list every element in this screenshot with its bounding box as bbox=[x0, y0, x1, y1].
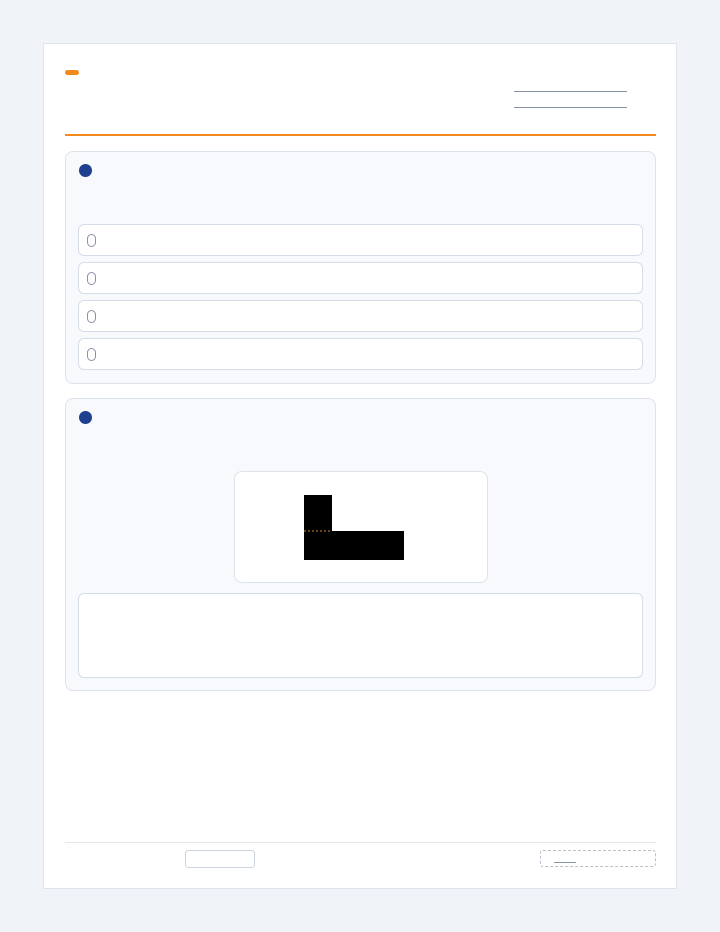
option-a-letter bbox=[87, 234, 96, 247]
date-line[interactable] bbox=[514, 100, 627, 108]
header-divider bbox=[65, 134, 656, 136]
name-field[interactable] bbox=[508, 84, 627, 92]
composite-solid-diagram bbox=[235, 472, 489, 584]
total-volume-input[interactable] bbox=[185, 850, 255, 868]
footer-divider bbox=[65, 842, 656, 843]
option-b-letter bbox=[87, 272, 96, 285]
section-2-heading bbox=[79, 411, 98, 424]
section-1-heading bbox=[79, 164, 98, 177]
date-field[interactable] bbox=[508, 100, 627, 108]
calculation-workspace[interactable] bbox=[78, 593, 643, 678]
option-c[interactable] bbox=[78, 300, 643, 332]
option-d[interactable] bbox=[78, 338, 643, 370]
master-splitter-card bbox=[65, 398, 656, 691]
section-1-number bbox=[79, 164, 92, 177]
concept-connection-card bbox=[65, 151, 656, 384]
score-box bbox=[540, 850, 656, 867]
quick-check-badge bbox=[65, 70, 79, 75]
option-c-letter bbox=[87, 310, 96, 323]
top-block-shape bbox=[304, 495, 332, 531]
option-a[interactable] bbox=[78, 224, 643, 256]
section-2-number bbox=[79, 411, 92, 424]
name-line[interactable] bbox=[514, 84, 627, 92]
worksheet-page bbox=[43, 43, 677, 889]
option-d-letter bbox=[87, 348, 96, 361]
composite-solid-figure bbox=[234, 471, 488, 583]
option-b[interactable] bbox=[78, 262, 643, 294]
score-blank[interactable] bbox=[554, 855, 576, 863]
bottom-block-shape bbox=[304, 531, 404, 560]
